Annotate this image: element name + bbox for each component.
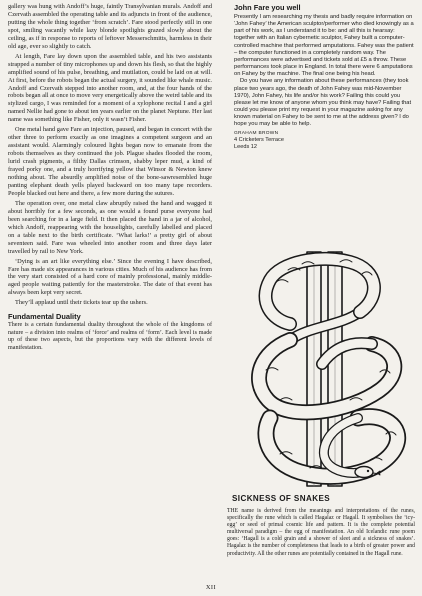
article-paragraph: At length, Fare lay down upon the assembled table, and his two assistants strapped a number of tiny microphones up and down his flesh, so that the highly amplified sound of his pulse, breathing, and mutilation, could be laid on at will. At first, before the robots began the actual surgery, it sounded like whale music. Andoff and Czervath stepped into another room, and, at the four hands of the robots began all at once to move very energetically above the weird table and its stylized cargo, I was reminded for a moment of a xylophone recital I and a girl named Nellie had gone to about ten years earlier on the planet Neptune. Her last name was something like Fisher, only it wasn’t Fisher. [8, 52, 212, 124]
runes-paragraph: THE name is derived from the meanings and interpretations of the runes, specifically the rune which is called Hagalaz or Hagall. It symbolises the ‘icy-egg’ or seed of primal cosmic life and pattern. It is the complete potential multiversal paradigm – the egg of manifestation. An old Icelandic rune poem goes: ‘Hagall is a cold grain and a shower of sleet and a sickness of snakes’. Hagalaz is the number of completeness that leads to a birth of greater power and productivity. All the other runes are potentially contained in the Hagall rune. [227, 508, 415, 557]
article-paragraph: ‘Dying is an art like everything else.’ Since the evening I have described, Fare has made six appearances in various cities. Much of his audience has from the very start consisted of a hard core of mainly professional, mainly middle-aged people waiting patiently for the masterstroke. The date of that event has always been kept very secret. [8, 257, 212, 297]
section-paragraph: There is a certain fundamental duality throughout the whole of the kingdoms of nature – a division into realms of ‘force’ and realms of ‘form’. Each level is made up of these two aspects, but the proportions vary with the different levels of manifestation. [8, 322, 212, 351]
article-column [8, 3, 212, 355]
snake-coiled-on-rune-icon [230, 240, 416, 490]
letter-column [228, 3, 416, 151]
section-heading: Fundamental Duality [8, 312, 81, 322]
article-paragraph: The operation over, one metal claw abruptly raised the hand and wagged it about horribly for a few seconds, as one would a found purse everyone had been searching for in a large field. It then placed the hand in a jar of alcohol, which Andoff, reappearing with the houselights, carefully labelled and placed on a table next to the birth certificate. ‘What larks!’ a pretty girl of about seventeen said. Fare was wheeled into another room and three days later travelled by rail to New York. [8, 199, 212, 255]
signature-street: 4 Cricketers Terrace [234, 136, 284, 143]
article-paragraph: gallery was hung with Andoff’s huge, faintly Transylvanian murals. Andoff and Czervath assembled the operating table and its adjuncts in front of the audience, putting the whole thing together ‘from scratch’. Fare stood perfectly still in one spot, smiling vacantly while lazy blonde spotlights grazed slowly about the ceiling, as if in response to reports of leftover Messerschmitts, harmless in their old age, ever so slightly to catch. [8, 3, 212, 50]
article-paragraph: One metal hand gave Fare an injection, paused, and began in concert with the other three to perform exactly as one imagines a competent surgeon and an assistant would. Alarmingly coloured lights began now to emanate from the robots themselves as they continued the job. Plague shades flooded the room, lurid crash pigments, a filthy Dallas crimson, shabby leper mud, a kind of frayed porky one, and a truly horrifying yellow that Winsor & Newton knew nothing about. The absurdly amplified noise of the bone-sawresembled huge panting elephant death yells played backward on too many tape recorders. People blacked out here and there, a few more during the sutures. [8, 126, 212, 197]
page-number: XII [205, 584, 217, 591]
letter-paragraph: Presently I am researching my thesis and badly require information on ‘John Fahey’ the American sculptor/performer who died knowingly as a part of his work, as I understand it to be: and all this is hearsay: together with an Italian cybernetic sculptor, Fahey built a computer-controlled machine that performed amputations. Fahey was the patient – the computer functioned in a completely random way. The performances were advertised and tickets sold at £5 a throw. These performances took place in England. In total there were 6 amputations on Fahey by the machine. The final one being his head. [234, 14, 414, 78]
letter-signature [228, 130, 416, 152]
article-paragraph: They’ll applaud until their tickets tear up the ushers. [15, 299, 148, 307]
letter-heading: John Fare you well [234, 3, 301, 12]
illustration-caption: SICKNESS OF SNAKES [232, 494, 331, 503]
signature-city: Leeds 12 [234, 143, 258, 150]
signature-name: GRAHAM BROWN [234, 130, 279, 136]
snake-head [355, 467, 373, 478]
letter-paragraph: Do you have any information about these performances (they took place two years ago, the death of John Fahey was mid-November 1970), John Fahey, his life and/or his work? Failing this could you please let me know of anyone whom you think may have? Failing that could you please print my request in your magazine asking for any known material on Fahey to be sent to me at the address given? I do hope you may be able to help. [234, 78, 412, 128]
letter-body [228, 14, 416, 129]
